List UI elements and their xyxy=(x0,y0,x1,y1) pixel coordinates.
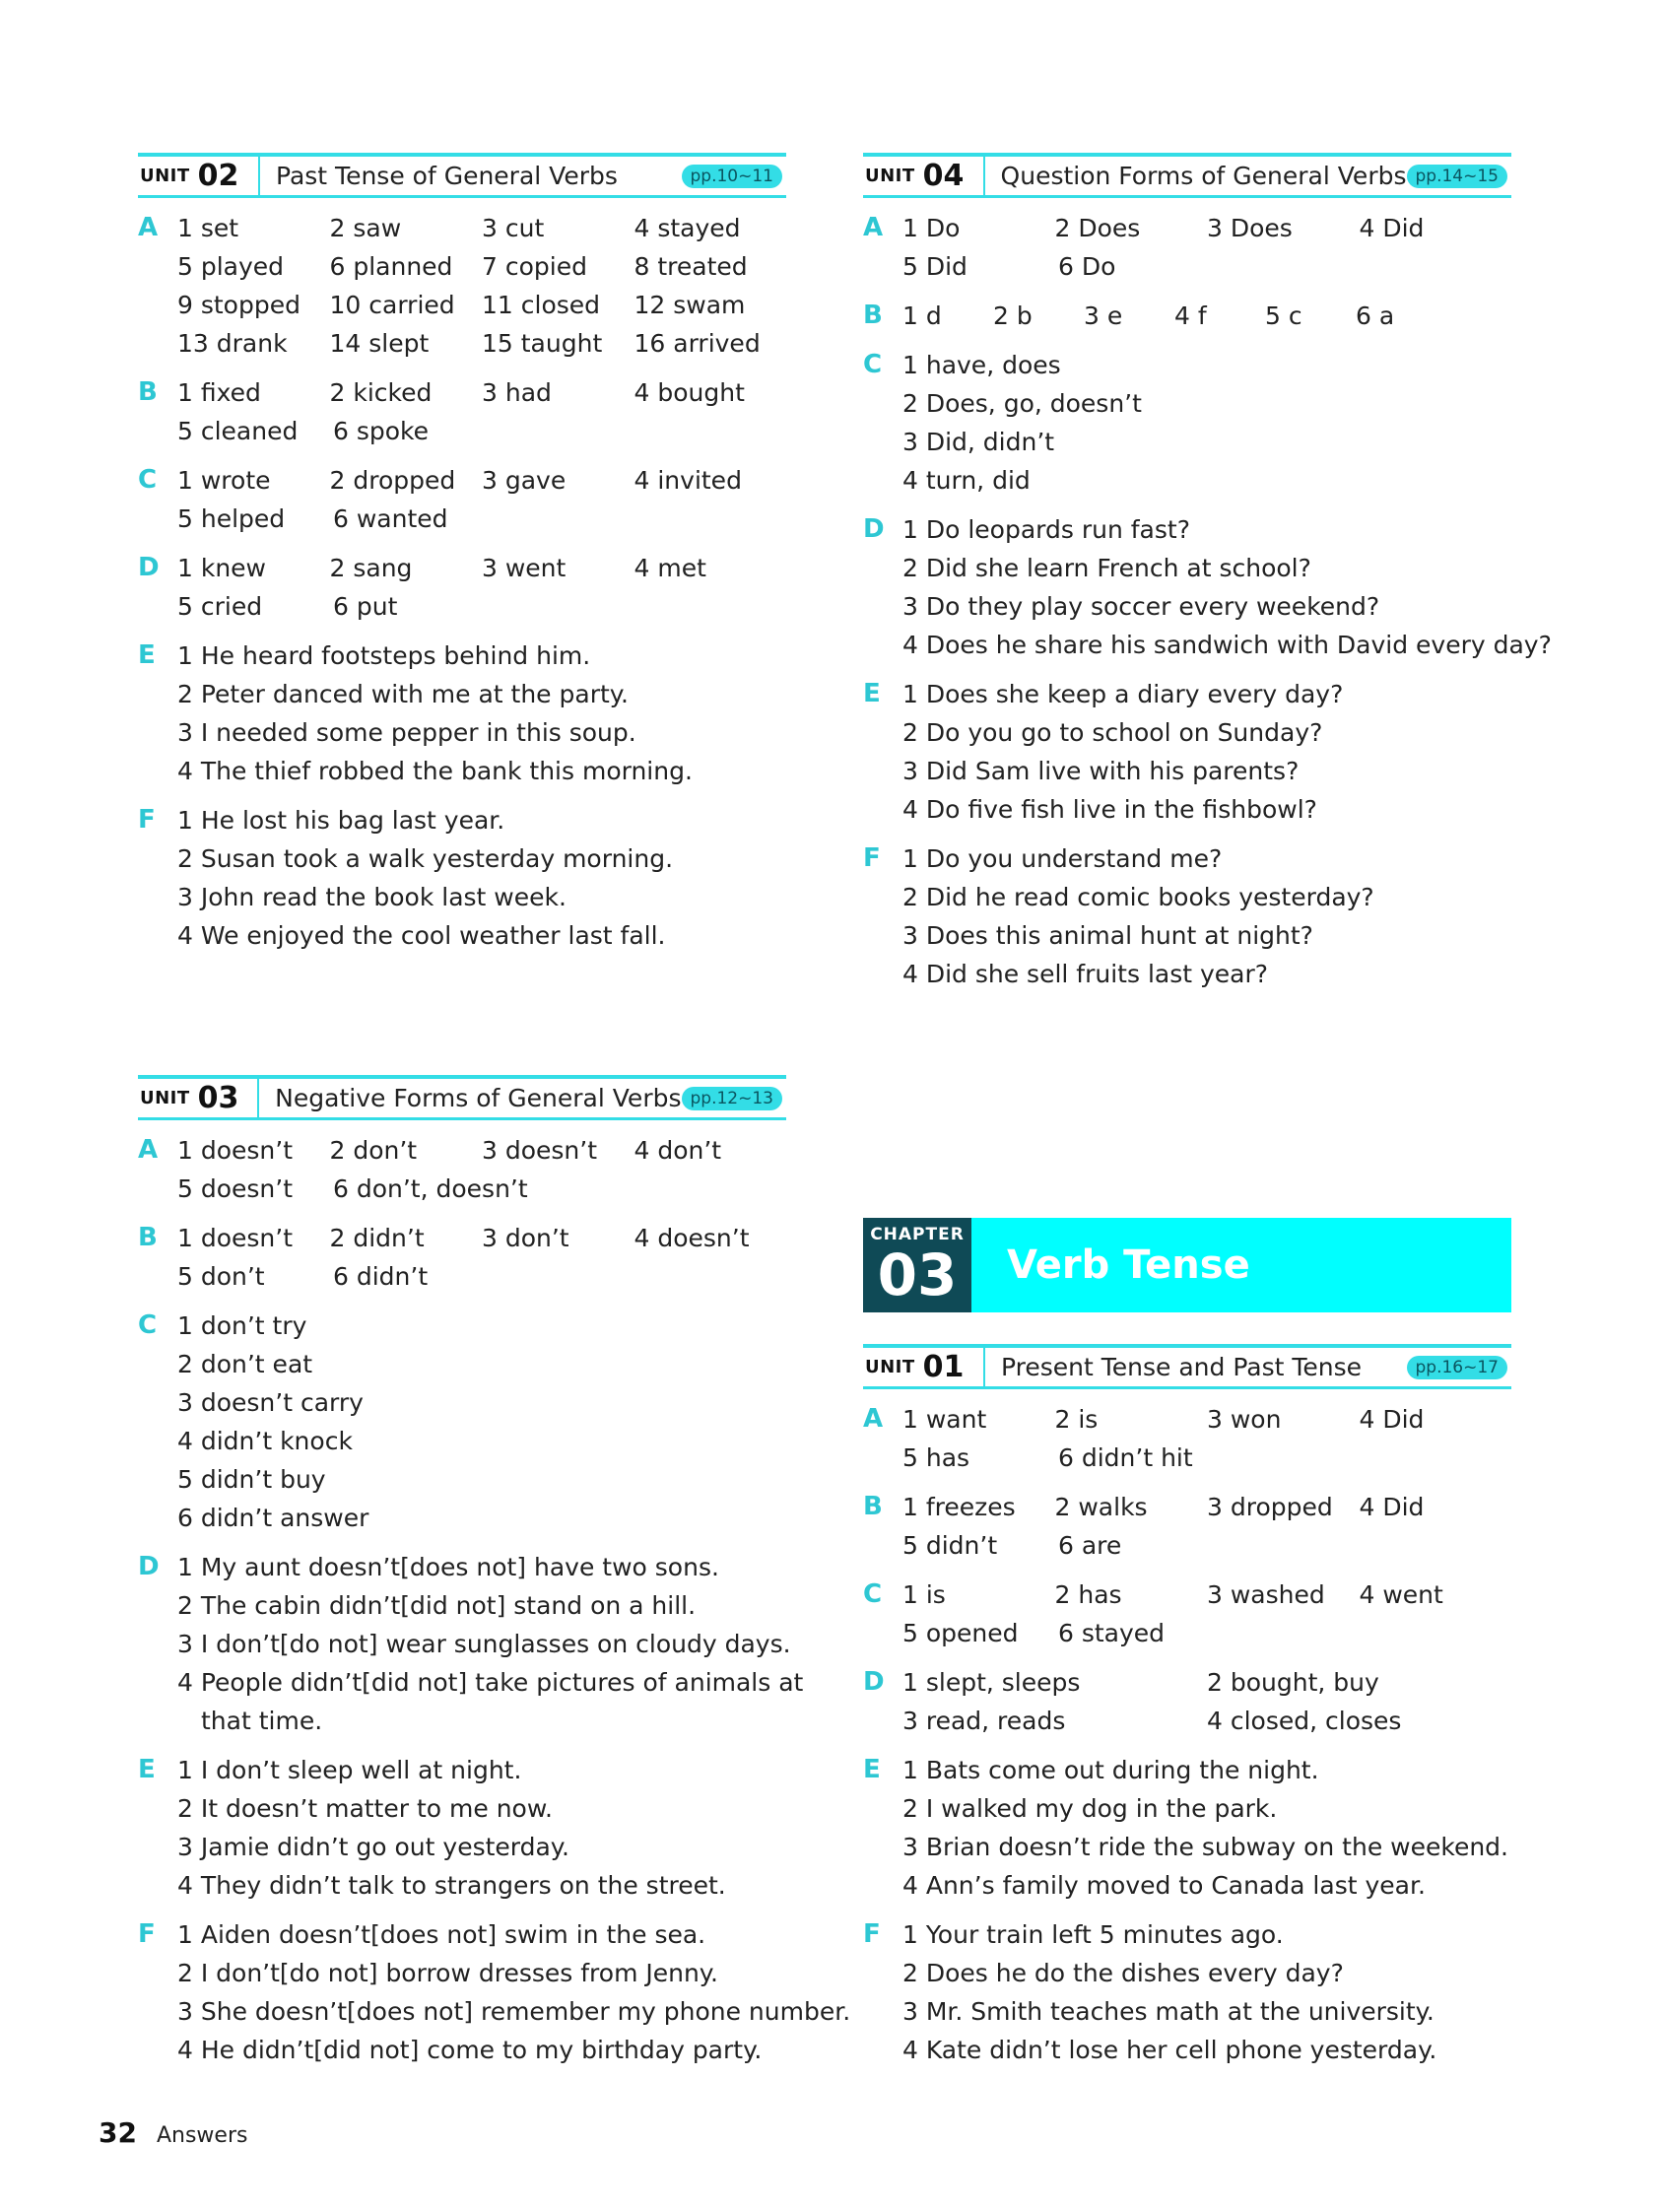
section-letter: D xyxy=(138,1552,160,1581)
chapter-number: 03 xyxy=(877,1241,958,1308)
answer-row xyxy=(177,286,786,324)
answer-item: 5 has xyxy=(902,1443,970,1472)
answer-item: 1 is xyxy=(902,1580,946,1609)
answer-line: 1 My aunt doesn’t[does not] have two sons. xyxy=(177,1553,719,1581)
answer-row xyxy=(902,209,1511,247)
section-letter: A xyxy=(863,213,884,242)
answer-item: 4 bought xyxy=(634,378,745,407)
answer-group-b xyxy=(863,297,1511,335)
answer-line: 3 She doesn’t[does not] remember my phone number. xyxy=(177,1997,851,2026)
answer-item: 4 invited xyxy=(634,466,742,495)
answer-line: 3 I needed some pepper in this soup. xyxy=(177,718,636,747)
answer-item: 4 closed, closes xyxy=(1207,1707,1402,1735)
answer-list xyxy=(177,461,786,538)
section-letter: A xyxy=(863,1404,884,1434)
answer-line: 4 He didn’t[did not] come to my birthday party. xyxy=(177,2036,763,2064)
answer-row xyxy=(177,461,786,500)
answer-line: 3 doesn’t carry xyxy=(177,1388,364,1417)
answer-line: 2 I walked my dog in the park. xyxy=(902,1794,1278,1823)
answer-list xyxy=(902,346,1511,500)
answer-item: 3 doesn’t xyxy=(482,1136,598,1165)
answer-item: 4 don’t xyxy=(634,1136,722,1165)
section-letter: E xyxy=(138,1755,156,1784)
answer-item: 14 slept xyxy=(329,329,430,358)
chapter-title: Verb Tense xyxy=(1007,1242,1250,1288)
answer-group-e xyxy=(138,637,786,790)
answer-line: that time. xyxy=(201,1707,323,1735)
unit-title: Negative Forms of General Verbs xyxy=(275,1084,682,1112)
answer-group-c xyxy=(863,1575,1511,1652)
answer-item: 5 helped xyxy=(177,504,286,533)
unit-title: Present Tense and Past Tense xyxy=(1001,1353,1363,1381)
answer-row xyxy=(177,587,786,626)
answer-item: 4 stayed xyxy=(634,214,741,242)
answer-list xyxy=(177,637,786,790)
answer-line: 2 Does he do the dishes every day? xyxy=(902,1959,1344,1987)
section-letter: B xyxy=(863,301,883,330)
answer-group-b xyxy=(138,1219,786,1296)
section-letter: C xyxy=(863,1579,883,1609)
answer-row xyxy=(177,1170,786,1208)
answer-list xyxy=(177,801,786,955)
answer-line: 3 Brian doesn’t ride the subway on the weekend. xyxy=(902,1833,1508,1861)
answer-list xyxy=(902,1915,1511,2069)
answer-item: 5 doesn’t xyxy=(177,1174,294,1203)
answer-item: 6 put xyxy=(333,592,398,621)
chapter-number-box xyxy=(863,1218,971,1312)
answer-item: 5 opened xyxy=(902,1619,1019,1647)
answer-line: 4 Do five fish live in the fishbowl? xyxy=(902,795,1317,824)
answer-group-c xyxy=(138,1307,786,1537)
section-letter: D xyxy=(863,1667,885,1697)
answer-list xyxy=(902,1400,1511,1477)
section-letter: B xyxy=(138,1223,158,1252)
unit-label: UNIT xyxy=(140,166,190,186)
answer-group-a xyxy=(138,1131,786,1208)
answer-line: 6 didn’t answer xyxy=(177,1504,369,1532)
answer-item: 3 won xyxy=(1207,1405,1282,1434)
answer-item: 16 arrived xyxy=(634,329,761,358)
answer-item: 1 Do xyxy=(902,214,961,242)
answer-item: 10 carried xyxy=(329,291,455,319)
answer-line: 1 Does she keep a diary every day? xyxy=(902,680,1344,708)
answer-item: 6 wanted xyxy=(333,504,448,533)
answer-row xyxy=(177,1257,786,1296)
answer-item: 12 swam xyxy=(634,291,746,319)
answer-list xyxy=(902,1488,1511,1565)
answer-line: 2 It doesn’t matter to me now. xyxy=(177,1794,553,1823)
page-footer xyxy=(99,2116,247,2149)
section-letter: D xyxy=(138,553,160,582)
answer-row xyxy=(902,1575,1511,1614)
answer-item: 13 drank xyxy=(177,329,288,358)
answer-row xyxy=(177,324,786,363)
answer-item: 4 f xyxy=(1174,302,1207,330)
unit-title: Question Forms of General Verbs xyxy=(1000,162,1407,190)
answer-item: 4 Did xyxy=(1359,1493,1425,1521)
answer-line: 3 I don’t[do not] wear sunglasses on cloudy days. xyxy=(177,1630,791,1658)
answer-row xyxy=(177,247,786,286)
answer-item: 2 didn’t xyxy=(329,1224,425,1252)
answer-list xyxy=(177,209,786,363)
answer-item: 5 c xyxy=(1265,302,1302,330)
answer-line: 2 Do you go to school on Sunday? xyxy=(902,718,1323,747)
answer-line: 1 have, does xyxy=(902,351,1061,379)
answer-row xyxy=(177,549,786,587)
answer-item: 3 Does xyxy=(1207,214,1293,242)
answer-line: 1 He lost his bag last year. xyxy=(177,806,505,835)
answer-item: 5 cried xyxy=(177,592,263,621)
answer-item: 1 d xyxy=(902,302,942,330)
answer-group-a xyxy=(138,209,786,363)
answer-line: 4 didn’t knock xyxy=(177,1427,353,1455)
answer-line: 4 We enjoyed the cool weather last fall. xyxy=(177,921,666,950)
answer-item: 3 don’t xyxy=(482,1224,569,1252)
answer-group-c xyxy=(138,461,786,538)
answer-item: 2 has xyxy=(1054,1580,1122,1609)
answer-row xyxy=(902,1439,1511,1477)
answer-line: 2 Does, go, doesn’t xyxy=(902,389,1142,418)
section-letter: D xyxy=(863,514,885,544)
unit-number: 04 xyxy=(922,159,965,193)
unit-title: Past Tense of General Verbs xyxy=(276,162,618,190)
page-reference-badge: pp.12~13 xyxy=(682,1087,783,1110)
answer-line: 4 turn, did xyxy=(902,466,1031,495)
answer-line: 1 Do you understand me? xyxy=(902,844,1223,873)
answer-line: 4 People didn’t[did not] take pictures of animals at xyxy=(177,1668,804,1697)
answer-item: 5 don’t xyxy=(177,1262,265,1291)
answer-list xyxy=(902,839,1511,993)
page-reference-badge: pp.14~15 xyxy=(1407,165,1508,188)
answer-item: 6 planned xyxy=(329,252,453,281)
answer-row xyxy=(902,297,1511,335)
answer-line: 2 Susan took a walk yesterday morning. xyxy=(177,844,674,873)
answer-item: 6 are xyxy=(1058,1531,1122,1560)
answer-group-d xyxy=(863,1663,1511,1740)
section-letter: C xyxy=(138,1310,158,1340)
unit-header xyxy=(863,153,1511,198)
answer-list xyxy=(902,1751,1511,1905)
answer-item: 3 read, reads xyxy=(902,1707,1066,1735)
unit-02-section xyxy=(138,153,786,955)
answer-item: 2 Does xyxy=(1054,214,1141,242)
section-letter: A xyxy=(138,213,159,242)
answer-group-f xyxy=(863,839,1511,993)
answer-item: 5 Did xyxy=(902,252,967,281)
answer-group-e xyxy=(863,1751,1511,1905)
answer-row xyxy=(177,500,786,538)
unit-number: 02 xyxy=(197,159,239,193)
section-letter: F xyxy=(863,843,881,873)
unit-header xyxy=(138,1075,786,1120)
answer-item: 4 Did xyxy=(1359,214,1425,242)
answer-line: 3 Do they play soccer every weekend? xyxy=(902,592,1380,621)
answer-list xyxy=(177,549,786,626)
answer-line: 1 Your train left 5 minutes ago. xyxy=(902,1920,1284,1949)
answer-row xyxy=(902,1488,1511,1526)
answer-line: 1 He heard footsteps behind him. xyxy=(177,641,591,670)
answer-item: 5 didn’t xyxy=(902,1531,998,1560)
answer-item: 1 freezes xyxy=(902,1493,1016,1521)
answer-item: 4 Did xyxy=(1359,1405,1425,1434)
answer-line: 4 The thief robbed the bank this morning. xyxy=(177,757,693,785)
answer-item: 2 saw xyxy=(329,214,402,242)
answer-list xyxy=(177,373,786,450)
answer-group-a xyxy=(863,209,1511,286)
answer-row xyxy=(177,1131,786,1170)
footer-label: Answers xyxy=(156,2123,248,2148)
answer-list xyxy=(902,209,1511,286)
chapter-03-unit-01-section xyxy=(863,1344,1511,2069)
answer-item: 2 dropped xyxy=(329,466,456,495)
answer-group-b xyxy=(138,373,786,450)
section-letter: B xyxy=(863,1492,883,1521)
answer-line: 5 didn’t buy xyxy=(177,1465,326,1494)
answer-list xyxy=(177,1307,786,1537)
answer-item: 11 closed xyxy=(482,291,601,319)
page-reference-badge: pp.16~17 xyxy=(1407,1356,1508,1379)
answer-row xyxy=(177,373,786,412)
answer-line: 3 Jamie didn’t go out yesterday. xyxy=(177,1833,569,1861)
answer-item: 1 doesn’t xyxy=(177,1136,294,1165)
answer-line: 3 John read the book last week. xyxy=(177,883,567,911)
chapter-label: CHAPTER xyxy=(870,1225,965,1244)
answer-item: 4 met xyxy=(634,554,706,582)
answer-group-d xyxy=(138,549,786,626)
answer-item: 1 want xyxy=(902,1405,987,1434)
answer-row xyxy=(902,1400,1511,1439)
answer-item: 5 cleaned xyxy=(177,417,299,445)
answer-item: 2 don’t xyxy=(329,1136,418,1165)
answer-group-f xyxy=(863,1915,1511,2069)
answer-line: 2 don’t eat xyxy=(177,1350,313,1378)
answer-group-a xyxy=(863,1400,1511,1477)
answer-group-d xyxy=(138,1548,804,1740)
section-letter: C xyxy=(138,465,158,495)
unit-label: UNIT xyxy=(865,1357,915,1377)
answer-line: 4 Does he share his sandwich with David every day? xyxy=(902,631,1552,659)
answer-line: 3 Did, didn’t xyxy=(902,428,1055,456)
answer-item: 7 copied xyxy=(482,252,587,281)
answer-row xyxy=(177,412,786,450)
answer-group-e xyxy=(863,675,1511,829)
answer-item: 3 had xyxy=(482,378,552,407)
answer-line: 2 The cabin didn’t[did not] stand on a hill. xyxy=(177,1591,697,1620)
unit-number: 03 xyxy=(197,1081,239,1115)
answer-group-d xyxy=(863,510,1552,664)
answer-item: 6 didn’t xyxy=(333,1262,429,1291)
section-letter: C xyxy=(863,350,883,379)
answer-item: 4 went xyxy=(1359,1580,1443,1609)
answer-line: 4 Ann’s family moved to Canada last year. xyxy=(902,1871,1426,1900)
answer-group-e xyxy=(138,1751,786,1905)
answer-line: 2 Did he read comic books yesterday? xyxy=(902,883,1374,911)
answer-item: 3 dropped xyxy=(1207,1493,1333,1521)
answer-item: 6 don’t, doesn’t xyxy=(333,1174,528,1203)
answer-list xyxy=(177,1548,804,1740)
answer-item: 2 sang xyxy=(329,554,413,582)
answer-list xyxy=(902,1575,1511,1652)
answer-row xyxy=(902,1526,1511,1565)
answer-item: 6 Do xyxy=(1058,252,1116,281)
answer-row xyxy=(902,1663,1511,1702)
chapter-banner xyxy=(863,1218,1511,1312)
answer-line: 1 I don’t sleep well at night. xyxy=(177,1756,522,1784)
answer-list xyxy=(902,675,1511,829)
answer-list xyxy=(177,1751,786,1905)
answer-list xyxy=(902,1663,1511,1740)
section-letter: F xyxy=(863,1919,881,1949)
answer-item: 6 a xyxy=(1356,302,1395,330)
answer-item: 3 gave xyxy=(482,466,567,495)
answer-item: 6 spoke xyxy=(333,417,430,445)
answer-line: 3 Mr. Smith teaches math at the university. xyxy=(902,1997,1434,2026)
unit-header xyxy=(138,153,786,198)
answer-item: 15 taught xyxy=(482,329,603,358)
answer-item: 8 treated xyxy=(634,252,748,281)
section-letter: E xyxy=(863,679,881,708)
answer-line: 1 don’t try xyxy=(177,1311,307,1340)
section-letter: F xyxy=(138,1919,156,1949)
answer-group-c xyxy=(863,346,1511,500)
answer-line: 4 They didn’t talk to strangers on the street. xyxy=(177,1871,726,1900)
answer-item: 2 walks xyxy=(1054,1493,1148,1521)
section-letter: E xyxy=(863,1755,881,1784)
answer-item: 3 went xyxy=(482,554,567,582)
answer-list xyxy=(902,297,1511,335)
page-reference-badge: pp.10~11 xyxy=(682,165,783,188)
answer-line: 2 Did she learn French at school? xyxy=(902,554,1311,582)
answer-list xyxy=(902,510,1552,664)
answer-item: 9 stopped xyxy=(177,291,300,319)
answer-list xyxy=(177,1915,851,2069)
answer-row xyxy=(177,209,786,247)
page-number: 32 xyxy=(99,2116,137,2149)
answer-row xyxy=(902,1614,1511,1652)
section-letter: F xyxy=(138,805,156,835)
section-letter: E xyxy=(138,640,156,670)
answer-group-f xyxy=(138,1915,851,2069)
answer-line: 2 I don’t[do not] borrow dresses from Jenny. xyxy=(177,1959,718,1987)
answer-item: 1 wrote xyxy=(177,466,271,495)
section-letter: B xyxy=(138,377,158,407)
unit-04-section xyxy=(863,153,1552,993)
unit-label: UNIT xyxy=(140,1088,190,1108)
unit-label: UNIT xyxy=(865,166,915,186)
answer-item: 3 cut xyxy=(482,214,545,242)
answer-row xyxy=(177,1219,786,1257)
answer-row xyxy=(902,1702,1511,1740)
answer-line: 3 Did Sam live with his parents? xyxy=(902,757,1300,785)
answer-item: 1 slept, sleeps xyxy=(902,1668,1081,1697)
answer-item: 1 fixed xyxy=(177,378,261,407)
answer-item: 2 is xyxy=(1054,1405,1099,1434)
unit-number: 01 xyxy=(922,1350,965,1384)
answer-item: 1 set xyxy=(177,214,239,242)
answer-item: 6 didn’t hit xyxy=(1058,1443,1193,1472)
answer-item: 1 knew xyxy=(177,554,267,582)
answer-item: 6 stayed xyxy=(1058,1619,1166,1647)
answer-item: 4 doesn’t xyxy=(634,1224,750,1252)
answer-line: 4 Did she sell fruits last year? xyxy=(902,960,1269,988)
answer-line: 2 Peter danced with me at the party. xyxy=(177,680,629,708)
answer-item: 2 bought, buy xyxy=(1207,1668,1379,1697)
section-letter: A xyxy=(138,1135,159,1165)
answer-line: 4 Kate didn’t lose her cell phone yesterday. xyxy=(902,2036,1437,2064)
answer-list xyxy=(177,1131,786,1208)
answer-group-f xyxy=(138,801,786,955)
answer-item: 1 doesn’t xyxy=(177,1224,294,1252)
unit-header xyxy=(863,1344,1511,1389)
answer-group-b xyxy=(863,1488,1511,1565)
answer-item: 3 washed xyxy=(1207,1580,1325,1609)
answer-item: 3 e xyxy=(1084,302,1123,330)
unit-03-section xyxy=(138,1075,851,2069)
answer-list xyxy=(177,1219,786,1296)
answer-line: 1 Do leopards run fast? xyxy=(902,515,1190,544)
answer-row xyxy=(902,247,1511,286)
answer-line: 1 Bats come out during the night. xyxy=(902,1756,1319,1784)
answer-item: 2 b xyxy=(993,302,1033,330)
answer-item: 2 kicked xyxy=(329,378,433,407)
answer-item: 5 played xyxy=(177,252,285,281)
answer-line: 3 Does this animal hunt at night? xyxy=(902,921,1313,950)
answer-line: 1 Aiden doesn’t[does not] swim in the sea. xyxy=(177,1920,706,1949)
